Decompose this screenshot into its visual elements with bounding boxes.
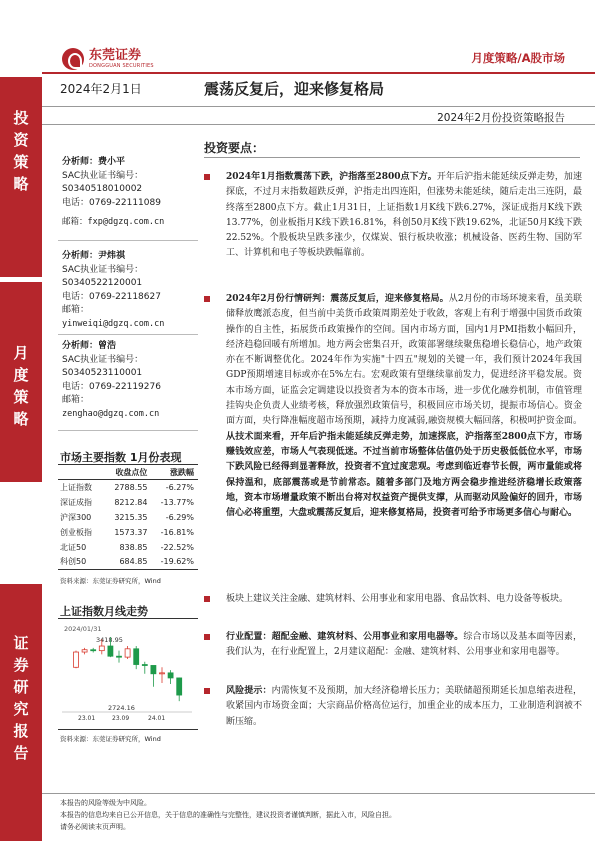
chart-high-annotation: 3418.95 xyxy=(96,636,123,644)
subtitle-divider xyxy=(42,124,595,125)
candle-body xyxy=(74,652,79,667)
analyst-divider xyxy=(58,334,198,335)
report-date: 2024年2月1日 xyxy=(60,82,142,96)
index-close: 838.85 xyxy=(119,542,148,552)
logo-name: 东莞证券 xyxy=(89,47,142,63)
table-header-row xyxy=(58,465,198,480)
analyst-email-label: 邮箱： xyxy=(62,305,90,315)
bullet-lead: 2024年2月份行情研判：震荡反复后，迎来修复格局。 xyxy=(226,294,449,304)
footer-line: 本报告的信息均来自已公开信息，关于信息的准确性与完整性，建议投资者谨慎判断，据此入市，风险自担。 xyxy=(60,811,396,819)
analyst-cert-number: S0340518010002 xyxy=(62,184,143,194)
x-tick-label: 24.01 xyxy=(148,715,166,722)
bullet-point xyxy=(204,684,582,730)
analyst-phone: 电话：0769-22118627 xyxy=(62,291,161,302)
bullet-body: 综合市场以及基本面等因素，我们认为，在行业配置上，2月建议超配：金融、建筑材料、公用事业和家用电器等。 xyxy=(226,632,582,658)
bullet-marker-icon xyxy=(204,596,210,602)
table-header: 收盘点位 xyxy=(105,465,151,480)
analyst-card xyxy=(62,250,196,331)
analyst-phone: 电话：0769-22119276 xyxy=(62,381,161,392)
bullet-text xyxy=(226,170,582,262)
bullet-point xyxy=(204,170,582,262)
index-name: 沪深300 xyxy=(60,512,92,522)
index-close: 8212.84 xyxy=(114,497,148,507)
side-column xyxy=(0,77,42,841)
index-close: 3215.35 xyxy=(114,512,148,522)
footer-divider xyxy=(42,793,595,794)
x-tick-label: 23.01 xyxy=(78,715,96,722)
candle-body xyxy=(134,649,139,665)
report-category: 月度策略/A股市场 xyxy=(471,51,565,65)
candle-body xyxy=(91,650,96,651)
chart-title: 上证指数月线走势 xyxy=(60,605,148,618)
index-table-title: 市场主要指数 1月份表现 xyxy=(60,451,182,464)
analyst-name: 费小平 xyxy=(98,157,126,167)
table-row xyxy=(58,540,198,555)
index-change: -6.27% xyxy=(165,482,194,492)
analyst-email[interactable]: yinweiqi@dgzq.com.cn xyxy=(62,318,165,329)
bullet-marker-icon xyxy=(204,688,210,694)
table-row xyxy=(58,480,198,495)
table-header xyxy=(58,465,105,480)
table-row xyxy=(58,525,198,540)
chart-bottom-rule xyxy=(58,729,198,730)
index-change: -6.29% xyxy=(165,512,194,522)
table-row xyxy=(58,555,198,570)
side-tab-label: 月 度 策 略 xyxy=(13,344,29,428)
logo-english: DONGGUAN SECURITIES xyxy=(89,62,154,69)
chart-top-rule xyxy=(58,618,198,619)
analyst-cert-number: S0340522120001 xyxy=(62,278,143,288)
analyst-cert-label: SAC执业证书编号： xyxy=(62,170,144,181)
candle-body xyxy=(125,649,130,657)
bullet-text xyxy=(226,630,582,661)
side-tab-label: 证 券 研 究 报 告 xyxy=(13,634,29,762)
footer-line: 本报告的风险等级为中风险。 xyxy=(60,799,151,807)
bullet-point xyxy=(204,292,582,521)
candle-body xyxy=(160,673,165,674)
report-title: 震荡反复后，迎来修复格局 xyxy=(204,80,385,98)
analyst-role: 分析师： xyxy=(62,341,99,351)
table-source: 资料来源：东莞证券研究所，Wind xyxy=(60,577,161,585)
bullet-marker-icon xyxy=(204,296,210,302)
section-divider xyxy=(204,157,580,158)
chart-date-annotation: 2024/01/31 xyxy=(64,625,102,633)
index-change: -19.62% xyxy=(151,555,198,570)
index-table xyxy=(58,464,198,570)
bullet-body: 板块上建议关注金融、建筑材料、公用事业和家用电器、食品饮料、电力设备等板块。 xyxy=(226,594,569,604)
index-name: 科创50 xyxy=(58,555,105,570)
bullet-text xyxy=(226,292,582,521)
analyst-name: 曾浩 xyxy=(98,341,117,351)
candle-body xyxy=(151,665,156,673)
footer-line: 请务必阅读末页声明。 xyxy=(60,823,130,831)
analyst-cert-number: S0340523110001 xyxy=(62,368,143,378)
index-change: -22.52% xyxy=(160,542,194,552)
bullet-body: 从2月份的市场环境来看，虽美联储释放鹰派态度，但当前中美货币政策周期差处于收敛，客观上有利于增强中国货币政策操作的自主性，拓展货币政策操作的空间。国内市场方面，国内1月PMI指数小幅回升，经济趋稳回暖有所增加。地方两会密集召开，政策部署继续聚焦稳增长稳信心，地产政策亦在不断调整优化。2024年作为实施"十四五"规划的关键一年，我们预计2024年我国GDP预期增速目标或亦在5%左右。宏观政策有望继续靠前发力，促进经济平稳发展。资本市场方面，证监会定调建设以投资者为本的资本市场，进一步优化融券机制，市值管理挂钩央企负责人业绩考核，释放强烈政策信号，积极回应市场关切，提振市场信心。资金面方面，央行降准幅度超市场预期，减持力度减弱,融资规模大幅回落，积极呵护资金面。 xyxy=(226,294,583,427)
analyst-card xyxy=(62,340,196,421)
candle-body xyxy=(99,646,104,651)
bullet-body: 内需恢复不及预期，加大经济稳增长压力；美联储超预期延长加息缩表进程，收紧国内市场资金面；大宗商品价格高位运行，加重企业的成本压力，工业制造利润被不断压缩。 xyxy=(226,686,582,727)
bullet-lead: 2024年1月指数震荡下跌，沪指落至2800点下方。 xyxy=(226,172,437,182)
table-header: 涨跌幅 xyxy=(151,465,198,480)
index-close: 1573.37 xyxy=(114,527,148,537)
side-tab-monthly-strategy xyxy=(0,282,42,482)
index-name: 北证50 xyxy=(60,542,87,552)
chart-low-annotation: 2724.16 xyxy=(108,704,135,712)
x-tick-label: 23.09 xyxy=(112,715,130,722)
section-title: 投资要点： xyxy=(204,141,265,155)
candle-body xyxy=(168,673,173,678)
footer-disclaimer xyxy=(60,797,396,833)
index-change: -16.81% xyxy=(160,527,194,537)
index-change: -13.77% xyxy=(160,497,194,507)
bullet-lead: 行业配置：超配金融、建筑材料、公用事业和家用电器等。 xyxy=(226,632,464,642)
analyst-divider xyxy=(58,240,198,241)
analyst-email-label: 邮箱： xyxy=(62,395,90,405)
index-name: 上证指数 xyxy=(60,482,92,492)
analyst-name: 尹炜祺 xyxy=(98,251,126,261)
side-tab-research-report xyxy=(0,584,42,841)
analyst-cert-label: SAC执业证书编号： xyxy=(62,264,144,275)
candlestick-chart xyxy=(62,622,192,722)
company-logo xyxy=(62,46,154,72)
table-row xyxy=(58,495,198,510)
bullet-body: 开年后沪指未能延续反弹走势，加速探底，不过月末指数超跌反弹，沪指走出四连阳，但涨势未能延续，随后走出三连阴，最终落至2800点下方。截止1月31日，上证指数1月K线下跌6.27%，深证成指月K线下跌13.77%，创业板指月K线下跌16.81%，科创50月K线下跌19.62%，北证50月K线下跌22.52%。个股板块呈跌多涨少，仅煤炭、银行板块收涨；机械设备、医药生物、国防军工、计算机和电子等板块跌幅靠前。 xyxy=(226,172,582,259)
table-row xyxy=(58,510,198,525)
analyst-email[interactable]: zenghao@dgzq.com.cn xyxy=(62,408,160,419)
candle-body xyxy=(142,665,147,666)
bullet-point xyxy=(204,592,582,607)
side-tab-investment-strategy xyxy=(0,77,42,277)
bullet-text xyxy=(226,592,582,607)
report-subtitle: 2024年2月份投资策略报告 xyxy=(437,112,565,124)
analyst-role: 分析师： xyxy=(62,157,99,167)
analyst-role: 分析师： xyxy=(62,251,99,261)
candle-body xyxy=(108,646,113,656)
bullet-marker-icon xyxy=(204,634,210,640)
analyst-cert-label: SAC执业证书编号： xyxy=(62,354,144,365)
candle-body xyxy=(117,656,122,657)
chart-source: 资料来源：东莞证券研究所，Wind xyxy=(60,735,161,743)
bullet-point xyxy=(204,630,582,661)
index-name: 深证成指 xyxy=(60,497,92,507)
index-close: 684.85 xyxy=(105,555,151,570)
analyst-card xyxy=(62,156,196,230)
candle-body xyxy=(177,678,182,695)
side-tab-label: 投 资 策 略 xyxy=(13,109,29,193)
analyst-phone: 电话：0769-22111089 xyxy=(62,197,161,208)
analyst-email[interactable]: 邮箱：fxp@dgzq.com.cn xyxy=(62,217,165,227)
title-divider xyxy=(42,106,595,107)
bullet-emphasis: 从技术面来看，开年后沪指未能延续反弹走势，加速探底，沪指落至2800点下方，市场赚钱效应差，市场人气表现低迷。不过当前市场整体估值仍处于历史极低低位水平，市场下跌风险已经得到显著释放，投资者不宜过度悲观。考虑到临近春节长假，两市量能或将保持温和，底部震荡或是节前常态。随着多部门及地方两会稳步推进经济稳增长政策落地，资本市场增量政策不断出台将对权益资产提供支撑，从而驱动风险偏好的回升，市场信心必将重塑，大盘或震荡反复后，迎来修复格局，投资者可给予市场更多信心与耐心。 xyxy=(226,431,582,519)
bullet-text xyxy=(226,684,582,730)
analyst-divider xyxy=(58,430,198,431)
bullet-marker-icon xyxy=(204,174,210,180)
header-divider xyxy=(42,72,595,74)
index-close: 2788.55 xyxy=(114,482,148,492)
logo-mark-icon xyxy=(62,48,84,70)
index-name: 创业板指 xyxy=(60,527,92,537)
candle-body xyxy=(82,650,87,652)
bullet-lead: 风险提示： xyxy=(226,686,272,696)
